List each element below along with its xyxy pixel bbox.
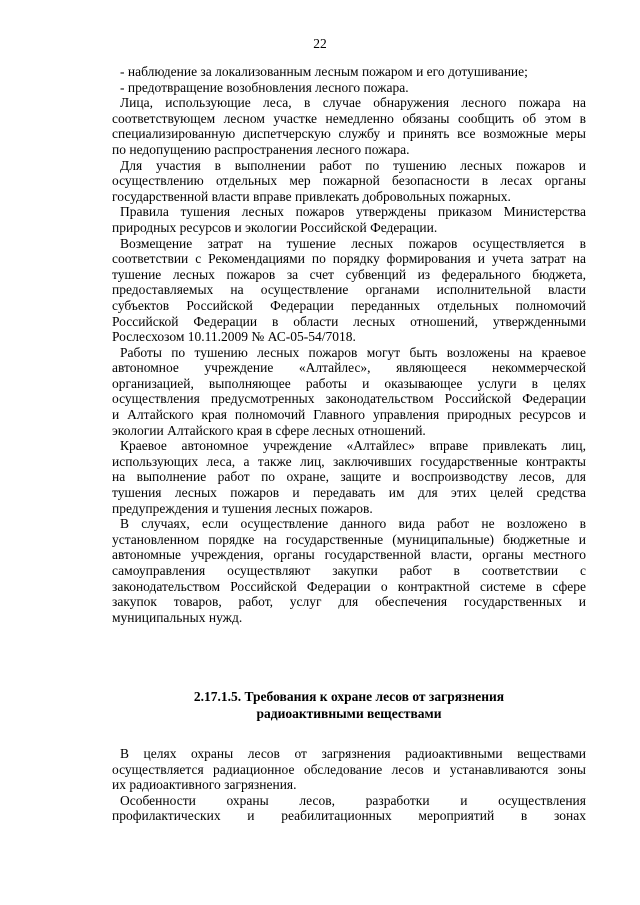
body-text-lower	[112, 746, 586, 824]
text-line: их радиоактивного загрязнения.	[112, 777, 297, 793]
text-line: Рослесхозом 10.11.2009 № АС-05-54/7018.	[112, 329, 356, 345]
text-line: профилактических и реабилитационных мероприятий в зонах	[112, 808, 586, 824]
text-line: соответствующем лесном участке немедленно обязаны сообщить об этом в	[112, 110, 586, 126]
text-line: Возмещение затрат на тушение лесных пожаров осуществляется в	[120, 235, 586, 251]
text-line: Российской Федерации в области лесных отношений, утвержденными	[112, 313, 586, 329]
text-line: осуществления предусмотренных законодательством Российской Федерации	[112, 391, 586, 407]
text-line: Правила тушения лесных пожаров утверждены приказом Министерства	[120, 204, 586, 220]
text-line: использующих леса, а также лиц, заключивших государственные контракты	[112, 453, 586, 469]
text-line: специализированную диспетчерскую службу и принять все возможные меры	[112, 126, 586, 142]
text-line: субъектов Российской Федерации переданных отдельных полномочий	[112, 297, 586, 313]
text-line: предупреждения и тушения лесных пожаров.	[112, 500, 373, 516]
text-line: Краевое автономное учреждение «Алтайлес» вправе привлекать лиц,	[120, 438, 586, 454]
text-line: Для участия в выполнении работ по тушению лесных пожаров и	[120, 157, 586, 173]
text-line: экологии Алтайского края в сфере лесных отношений.	[112, 422, 426, 438]
text-line: предоставляемых на осуществление органами исполнительной власти	[112, 282, 586, 298]
text-line: соответствии с Рекомендациями по порядку формирования и учета затрат на	[112, 251, 586, 267]
section-heading-line-2: радиоактивными веществами	[256, 706, 442, 721]
body-text-upper	[112, 64, 586, 625]
text-line: Работы по тушению лесных пожаров могут быть возложены на краевое	[120, 344, 586, 360]
text-line: автономные учреждения, органы государственной власти, органы местного	[112, 547, 586, 563]
text-line: законодательством Российской Федерации о контрактной системе в сфере	[112, 578, 586, 594]
text-line: тушения лесных пожаров и передавать им для этих целей средства	[112, 485, 586, 501]
text-line: закупок товаров, работ, услуг для обеспечения государственных и	[112, 594, 586, 610]
text-line: автономное учреждение «Алтайлес», являющееся некоммерческой	[112, 360, 586, 376]
text-line: природных ресурсов и экологии Российской Федерации.	[112, 219, 438, 235]
text-line: по недопущению распространения лесного пожара.	[112, 141, 410, 157]
text-line: тушение лесных пожаров за счет субвенций из федерального бюджета,	[112, 266, 586, 282]
text-line: государственной власти вправе привлекать добровольных пожарных.	[112, 188, 511, 204]
section-heading	[112, 688, 586, 722]
text-line: Особенности охраны лесов, разработки и осуществления	[120, 792, 586, 808]
section-heading-line-1: 2.17.1.5. Требования к охране лесов от загрязнения	[193, 689, 505, 704]
text-line: организацией, выполняющее работы и оказывающее услуги в целях	[112, 375, 586, 391]
text-line: установленном порядке на государственные (муниципальные) бюджетные и	[112, 531, 586, 547]
text-line: на выполнение работ по охране, защите и воспроизводству лесов, для	[112, 469, 586, 485]
text-line: муниципальных нужд.	[112, 609, 243, 625]
page-number: 22	[313, 36, 327, 51]
text-line: и Алтайского края полномочий Главного управления природных ресурсов и	[112, 407, 586, 423]
text-line: - наблюдение за локализованным лесным пожаром и его дотушивание;	[120, 64, 528, 79]
text-line: Лица, использующие леса, в случае обнаружения лесного пожара на	[120, 95, 586, 111]
text-line: В целях охраны лесов от загрязнения радиоактивными веществами	[120, 746, 586, 761]
text-line: самоуправления осуществляют закупки работ в соответствии с	[112, 563, 586, 578]
text-line: - предотвращение возобновления лесного пожара.	[120, 79, 409, 95]
text-line: В случаях, если осуществление данного вида работ не возложено в	[120, 516, 586, 532]
text-line: осуществляется радиационное обследование лесов и устанавливаются зоны	[112, 761, 586, 777]
text-line: осуществлению отдельных мер пожарной безопасности в лесах органы	[112, 173, 586, 189]
